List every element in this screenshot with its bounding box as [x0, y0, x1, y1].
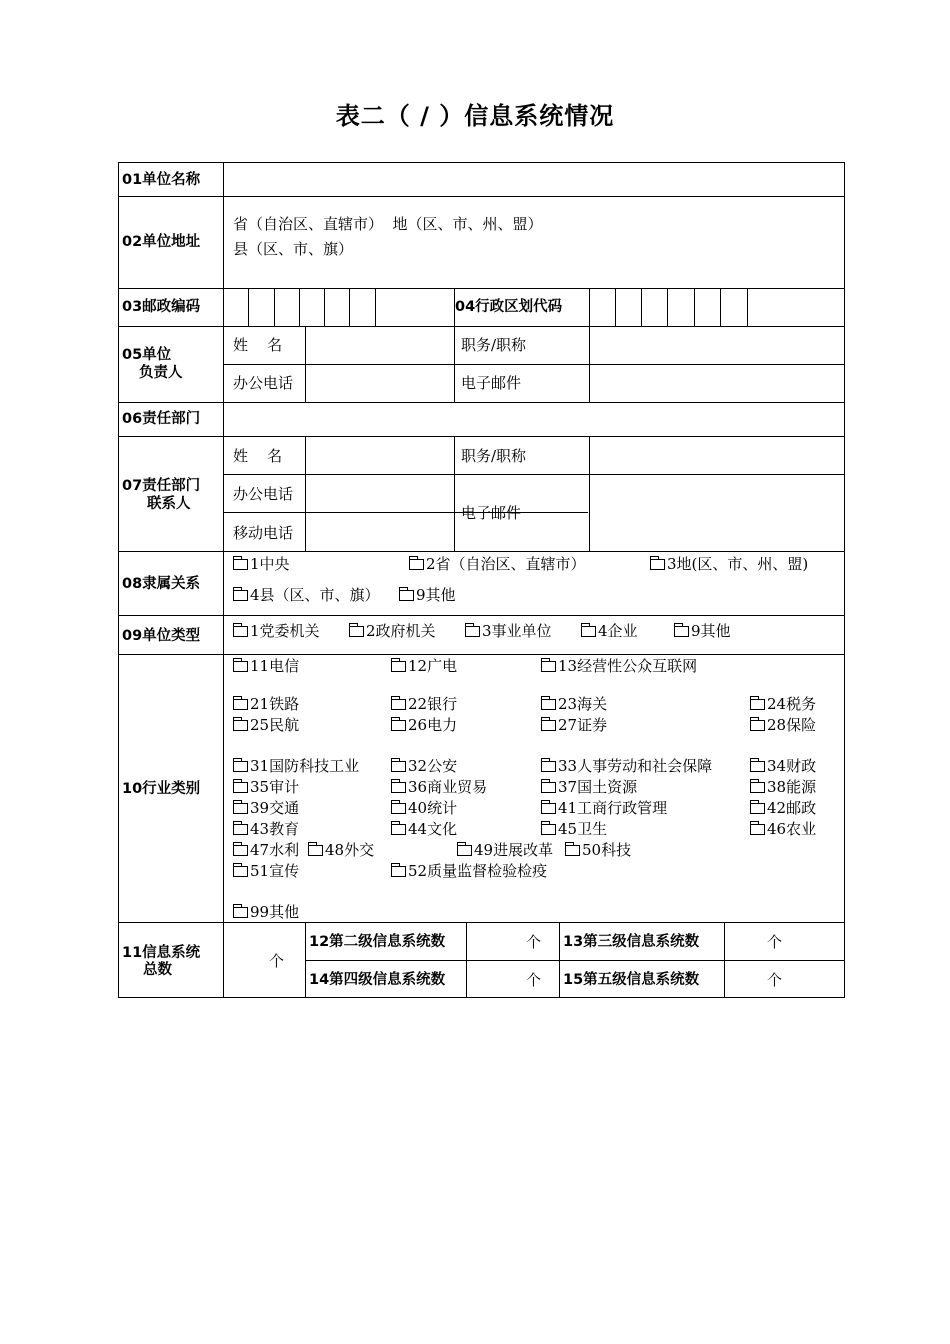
- level3-label: 13第三级信息系统数: [563, 934, 700, 950]
- unit-type-option[interactable]: [465, 621, 552, 641]
- postal-code-cell-divider: [274, 288, 275, 326]
- address-line-2: 县（区、市、旗）: [233, 240, 354, 258]
- row-divider: [305, 960, 844, 961]
- option-label: 3事业单位: [482, 622, 552, 640]
- option-label: 13经营性公众互联网: [558, 657, 698, 675]
- industry-option[interactable]: [233, 777, 299, 797]
- checkbox-icon[interactable]: [391, 803, 406, 814]
- checkbox-icon[interactable]: [391, 824, 406, 835]
- option-label: 3地(区、市、州、盟): [667, 555, 809, 573]
- industry-option[interactable]: [391, 715, 457, 735]
- option-label: 48外交: [325, 841, 375, 859]
- postal-code-cell-divider: [299, 288, 300, 326]
- row-divider: [119, 288, 844, 289]
- level4-label: 14第四级信息系统数: [309, 972, 446, 988]
- industry-option[interactable]: [391, 819, 457, 839]
- industry-option[interactable]: [391, 756, 457, 776]
- affiliation-option[interactable]: [399, 585, 456, 605]
- industry-label: 10行业类别: [122, 781, 201, 797]
- leader-position-label: 职务/职称: [461, 336, 527, 354]
- industry-option[interactable]: [750, 819, 816, 839]
- unit-name-label: 01单位名称: [122, 172, 201, 188]
- row-divider: [223, 474, 844, 475]
- leader-label-2: 负责人: [139, 365, 183, 381]
- option-label: 33人事劳动和社会保障: [558, 757, 713, 775]
- option-label: 1中央: [250, 555, 290, 573]
- industry-option[interactable]: [750, 715, 816, 735]
- col-divider: [466, 922, 467, 997]
- checkbox-icon[interactable]: [391, 720, 406, 731]
- contact-label-2: 联系人: [147, 496, 191, 512]
- resp-dept-label: 06责任部门: [122, 411, 201, 427]
- checkbox-icon[interactable]: [391, 761, 406, 772]
- postal-code-cell-divider: [375, 288, 376, 326]
- checkbox-icon[interactable]: [565, 845, 580, 856]
- col-divider: [559, 922, 560, 997]
- col-divider: [724, 922, 725, 997]
- checkbox-icon[interactable]: [541, 661, 556, 672]
- option-label: 49进展改革: [474, 841, 554, 859]
- industry-option[interactable]: [750, 694, 816, 714]
- contact-label-1: 07责任部门: [122, 478, 201, 494]
- checkbox-icon[interactable]: [233, 559, 248, 570]
- row-divider: [119, 326, 844, 327]
- option-label: 37国土资源: [558, 778, 638, 796]
- checkbox-icon[interactable]: [233, 590, 248, 601]
- admin-code-label: 04行政区划代码: [455, 299, 563, 315]
- checkbox-icon[interactable]: [233, 824, 248, 835]
- unit-type-label: 09单位类型: [122, 628, 201, 644]
- checkbox-icon[interactable]: [233, 720, 248, 731]
- level4-unit: 个: [526, 971, 542, 989]
- option-label: 2政府机关: [366, 622, 436, 640]
- checkbox-icon[interactable]: [750, 761, 765, 772]
- affiliation-label: 08隶属关系: [122, 576, 201, 592]
- checkbox-icon[interactable]: [233, 782, 248, 793]
- row-divider: [119, 551, 844, 552]
- option-label: 27证券: [558, 716, 608, 734]
- option-label: 31国防科技工业: [250, 757, 360, 775]
- contact-email-label: 电子邮件: [461, 504, 522, 522]
- row-divider: [119, 402, 844, 403]
- checkbox-icon[interactable]: [399, 590, 414, 601]
- option-label: 32公安: [408, 757, 458, 775]
- postal-code-cell-divider: [349, 288, 350, 326]
- industry-option[interactable]: [233, 861, 299, 881]
- option-label: 35审计: [250, 778, 300, 796]
- checkbox-icon[interactable]: [391, 699, 406, 710]
- option-label: 41工商行政管理: [558, 799, 668, 817]
- option-label: 36商业贸易: [408, 778, 488, 796]
- info-system-form: [118, 162, 845, 998]
- unit-type-option[interactable]: [674, 621, 731, 641]
- industry-option[interactable]: [391, 694, 457, 714]
- option-label: 24税务: [767, 695, 817, 713]
- checkbox-icon[interactable]: [391, 782, 406, 793]
- checkbox-icon[interactable]: [233, 907, 248, 918]
- col-divider: [305, 922, 306, 997]
- checkbox-icon[interactable]: [750, 720, 765, 731]
- checkbox-icon[interactable]: [233, 626, 248, 637]
- address-line-1: 省（自治区、直辖市） 地（区、市、州、盟）: [233, 215, 543, 233]
- level5-label: 15第五级信息系统数: [563, 972, 700, 988]
- affiliation-option[interactable]: [233, 554, 290, 574]
- affiliation-option[interactable]: [409, 554, 586, 574]
- col-divider: [305, 326, 306, 402]
- industry-option[interactable]: [391, 656, 457, 676]
- option-label: 99其他: [250, 903, 300, 921]
- unit-type-option[interactable]: [349, 621, 436, 641]
- row-divider: [119, 922, 844, 923]
- checkbox-icon[interactable]: [541, 699, 556, 710]
- col-divider: [454, 436, 455, 551]
- option-label: 9其他: [416, 586, 456, 604]
- contact-position-label: 职务/职称: [461, 447, 527, 465]
- option-label: 52质量监督检验检疫: [408, 862, 548, 880]
- col-divider: [305, 436, 306, 551]
- industry-option[interactable]: [233, 656, 299, 676]
- affiliation-option[interactable]: [650, 554, 808, 574]
- checkbox-icon[interactable]: [409, 559, 424, 570]
- checkbox-icon[interactable]: [541, 720, 556, 731]
- row-divider: [223, 512, 588, 513]
- leader-name-label: 姓 名: [233, 336, 283, 354]
- industry-option[interactable]: [233, 756, 359, 776]
- affiliation-option[interactable]: [233, 585, 380, 605]
- industry-option[interactable]: [541, 756, 712, 776]
- contact-mobile-label: 移动电话: [233, 524, 294, 542]
- option-label: 1党委机关: [250, 622, 320, 640]
- admin-code-cell-divider: [615, 288, 616, 326]
- option-label: 50科技: [582, 841, 632, 859]
- level2-label: 12第二级信息系统数: [309, 934, 446, 950]
- option-label: 39交通: [250, 799, 300, 817]
- checkbox-icon[interactable]: [674, 626, 689, 637]
- industry-option[interactable]: [233, 840, 299, 860]
- industry-option[interactable]: [750, 798, 816, 818]
- postal-code-cell-divider: [248, 288, 249, 326]
- level3-unit: 个: [767, 933, 783, 951]
- option-label: 9其他: [691, 622, 731, 640]
- checkbox-icon[interactable]: [750, 699, 765, 710]
- level5-unit: 个: [767, 971, 783, 989]
- option-label: 43教育: [250, 820, 300, 838]
- checkbox-icon[interactable]: [581, 626, 596, 637]
- row-divider: [223, 364, 844, 365]
- industry-option[interactable]: [391, 798, 457, 818]
- industry-option[interactable]: [391, 777, 487, 797]
- industry-option[interactable]: [233, 902, 299, 922]
- contact-name-label: 姓 名: [233, 447, 283, 465]
- option-label: 21铁路: [250, 695, 300, 713]
- total-label-2: 总数: [143, 962, 172, 978]
- option-label: 4企业: [598, 622, 638, 640]
- option-label: 28保险: [767, 716, 817, 734]
- option-label: 12广电: [408, 657, 458, 675]
- industry-option[interactable]: [541, 798, 667, 818]
- option-label: 42邮政: [767, 799, 817, 817]
- industry-option[interactable]: [750, 756, 816, 776]
- admin-code-cell-divider: [747, 288, 748, 326]
- industry-option[interactable]: [541, 777, 637, 797]
- checkbox-icon[interactable]: [541, 803, 556, 814]
- contact-phone-label: 办公电话: [233, 485, 294, 503]
- checkbox-icon[interactable]: [233, 845, 248, 856]
- col-divider: [589, 288, 590, 326]
- checkbox-icon[interactable]: [541, 761, 556, 772]
- checkbox-icon[interactable]: [233, 661, 248, 672]
- option-label: 4县（区、市、旗）: [250, 586, 380, 604]
- option-label: 26电力: [408, 716, 458, 734]
- option-label: 44文化: [408, 820, 458, 838]
- option-label: 46农业: [767, 820, 817, 838]
- total-label-1: 11信息系统: [122, 945, 201, 961]
- total-unit: 个: [269, 952, 285, 970]
- unit-type-option[interactable]: [233, 621, 320, 641]
- option-label: 2省（自治区、直辖市）: [426, 555, 586, 573]
- industry-option[interactable]: [233, 798, 299, 818]
- unit-address-label: 02单位地址: [122, 234, 201, 250]
- checkbox-icon[interactable]: [750, 782, 765, 793]
- industry-option[interactable]: [233, 819, 299, 839]
- page-title: 表二（ / ）信息系统情况: [335, 102, 615, 130]
- level2-unit: 个: [526, 933, 542, 951]
- industry-option[interactable]: [233, 694, 299, 714]
- option-label: 38能源: [767, 778, 817, 796]
- checkbox-icon[interactable]: [308, 845, 323, 856]
- checkbox-icon[interactable]: [391, 866, 406, 877]
- industry-option[interactable]: [565, 840, 631, 860]
- leader-label-1: 05单位: [122, 347, 172, 363]
- checkbox-icon[interactable]: [233, 761, 248, 772]
- checkbox-icon[interactable]: [750, 824, 765, 835]
- option-label: 47水利: [250, 841, 300, 859]
- admin-code-cell-divider: [720, 288, 721, 326]
- postal-code-label: 03邮政编码: [122, 299, 201, 315]
- option-label: 45卫生: [558, 820, 608, 838]
- leader-email-label: 电子邮件: [461, 374, 522, 392]
- industry-option[interactable]: [391, 861, 547, 881]
- industry-option[interactable]: [750, 777, 816, 797]
- checkbox-icon[interactable]: [541, 824, 556, 835]
- checkbox-icon[interactable]: [465, 626, 480, 637]
- checkbox-icon[interactable]: [457, 845, 472, 856]
- industry-option[interactable]: [308, 840, 374, 860]
- row-divider: [119, 654, 844, 655]
- postal-code-cell-divider: [324, 288, 325, 326]
- checkbox-icon[interactable]: [233, 866, 248, 877]
- option-label: 51宣传: [250, 862, 300, 880]
- col-divider: [589, 326, 590, 402]
- option-label: 34财政: [767, 757, 817, 775]
- checkbox-icon[interactable]: [541, 782, 556, 793]
- checkbox-icon[interactable]: [233, 699, 248, 710]
- admin-code-cell-divider: [694, 288, 695, 326]
- option-label: 40统计: [408, 799, 458, 817]
- col-divider: [589, 436, 590, 551]
- unit-type-option[interactable]: [581, 621, 638, 641]
- industry-option[interactable]: [541, 694, 607, 714]
- row-divider: [119, 196, 844, 197]
- checkbox-icon[interactable]: [391, 661, 406, 672]
- option-label: 23海关: [558, 695, 608, 713]
- col-divider: [223, 163, 224, 997]
- industry-option[interactable]: [233, 715, 299, 735]
- industry-option[interactable]: [541, 819, 607, 839]
- industry-option[interactable]: [541, 715, 607, 735]
- checkbox-icon[interactable]: [650, 559, 665, 570]
- industry-option[interactable]: [541, 656, 697, 676]
- option-label: 11电信: [250, 657, 300, 675]
- row-divider: [119, 615, 844, 616]
- checkbox-icon[interactable]: [349, 626, 364, 637]
- admin-code-cell-divider: [641, 288, 642, 326]
- checkbox-icon[interactable]: [233, 803, 248, 814]
- admin-code-cell-divider: [667, 288, 668, 326]
- option-label: 22银行: [408, 695, 458, 713]
- checkbox-icon[interactable]: [750, 803, 765, 814]
- row-divider: [119, 436, 844, 437]
- col-divider: [454, 326, 455, 402]
- leader-phone-label: 办公电话: [233, 374, 294, 392]
- option-label: 25民航: [250, 716, 300, 734]
- industry-option[interactable]: [457, 840, 553, 860]
